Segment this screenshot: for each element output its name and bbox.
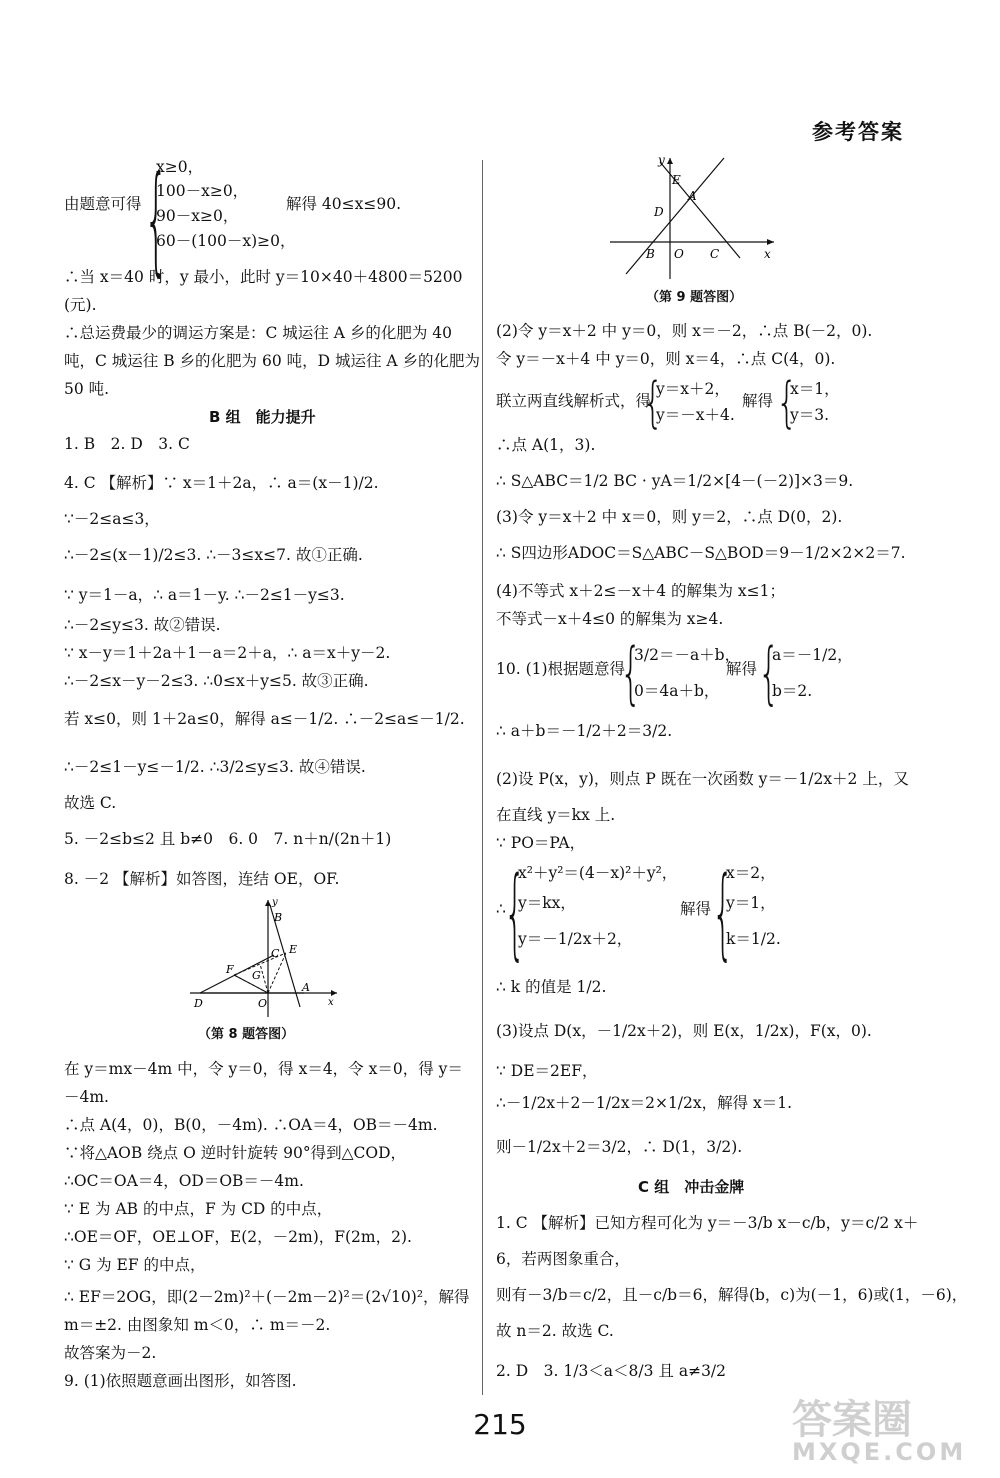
fig9-label-o: O xyxy=(674,247,684,261)
fig8-label-y: y xyxy=(272,897,278,908)
system-row: x＝2， xyxy=(726,864,776,882)
system-row: x²＋y²＝(4－x)²＋y²， xyxy=(518,864,678,882)
text-line: ∴－1/2x＋2－1/2x＝2×1/2x，解得 x＝1. xyxy=(496,1094,793,1112)
system-row: y＝－x＋4. xyxy=(656,406,735,424)
system-row: 60－(100－x)≥0， xyxy=(156,232,296,250)
watermark-text: 答案圈 xyxy=(792,1397,912,1443)
fig9-label-c: C xyxy=(710,247,720,261)
text-line: ∵ G 为 EF 的中点， xyxy=(64,1256,206,1274)
fig8-label-b: B xyxy=(274,911,283,924)
fig9-label-a: A xyxy=(688,189,697,203)
text-line: ∵ DE＝2EF， xyxy=(496,1062,598,1080)
text-line: 在直线 y＝kx 上. xyxy=(496,806,616,824)
text-line: ∴OC＝OA＝4，OD＝OB＝－4m. xyxy=(64,1172,304,1190)
figure-8-caption: （第 8 题答图） xyxy=(198,1027,295,1042)
watermark-logo xyxy=(772,1384,972,1470)
text-line: 解得 xyxy=(680,900,712,918)
text-line: 1. C 【解析】已知方程可化为 y＝－3/b x－c/b，y＝c/2 x＋ xyxy=(496,1214,919,1232)
fig9-label-d: D xyxy=(654,205,664,219)
text-line: 9. (1)依照题意画出图形，如答图. xyxy=(64,1372,297,1390)
fig9-label-e: E xyxy=(672,173,681,187)
text-line: 50 吨. xyxy=(64,380,110,398)
text-line: 6，若两图象重合， xyxy=(496,1250,630,1268)
system-brace: { xyxy=(758,634,780,714)
system-row: b＝2. xyxy=(772,682,813,700)
text-line: ∴点 A(1，3). xyxy=(496,436,596,454)
text-line: ∴总运费最少的调运方案是：C 城运往 A 乡的化肥为 40 xyxy=(64,324,452,342)
text-line: ∴ S△ABC＝1/2 BC · yA＝1/2×[4－(－2)]×3＝9. xyxy=(496,472,854,490)
text-line: ∴ xyxy=(496,900,506,918)
text-line: (4)不等式 x＋2≤－x＋4 的解集为 x≤1； xyxy=(496,582,786,600)
text-line: 4. C 【解析】∵ x＝1＋2a，∴ a＝(x－1)/2. xyxy=(64,474,379,492)
text-line: 8. －2 【解析】如答图，连结 OE，OF. xyxy=(64,870,340,888)
system-brace: { xyxy=(712,856,734,973)
figure-9-caption: （第 9 题答图） xyxy=(646,290,743,305)
text-line: ∵－2≤a≤3， xyxy=(64,510,160,528)
text-line: 在 y＝mx－4m 中，令 y＝0，得 x＝4，令 x＝0，得 y＝ xyxy=(64,1060,463,1078)
text-line: 则－1/2x＋2＝3/2，∴ D(1，3/2). xyxy=(496,1138,743,1156)
text-line: ∴ EF＝2OG，即(2－2m)²＋(－2m－2)²＝(2√10)²，解得 xyxy=(64,1288,470,1306)
text-line: 吨，C 城运往 B 乡的化肥为 60 吨，D 城运往 A 乡的化肥为 xyxy=(64,352,481,370)
text-line: (3)令 y＝x＋2 中 x＝0，则 y＝2，∴点 D(0，2). xyxy=(496,508,843,526)
text-line: 则有－3/b＝c/2，且－c/b＝6，解得(b，c)为(－1，6)或(1，－6)， xyxy=(496,1286,968,1304)
fig8-label-d: D xyxy=(194,997,203,1010)
system-brace: { xyxy=(144,151,169,288)
system-row: 3/2＝－a＋b， xyxy=(634,646,741,664)
text-line: (2)设 P(x，y)，则点 P 既在一次函数 y＝－1/2x＋2 上，又 xyxy=(496,770,909,788)
system-row: y＝－1/2x＋2， xyxy=(518,930,633,948)
text-line: ∵ E 为 AB 的中点，F 为 CD 的中点， xyxy=(64,1200,333,1218)
system-row: 90－x≥0， xyxy=(156,207,239,225)
text-line: ∴OE＝OF，OE⊥OF，E(2，－2m)，F(2m，2). xyxy=(64,1228,412,1246)
system-brace: { xyxy=(620,634,642,714)
column-divider xyxy=(482,160,483,1395)
fig8-label-x: x xyxy=(328,997,334,1008)
system-row: k＝1/2. xyxy=(726,930,781,948)
text-line: ∴当 x＝40 时，y 最小，此时 y＝10×40＋4800＝5200 xyxy=(64,268,463,286)
text-line: －4m. xyxy=(64,1088,109,1106)
section-heading-b: B 组 能力提升 xyxy=(209,408,316,426)
text-line: 解得 xyxy=(742,392,774,410)
fig8-label-c: C xyxy=(271,947,280,960)
text-line: 5. －2≤b≤2 且 b≠0 6. 0 7. n＋n/(2n＋1) xyxy=(64,830,392,848)
system-row: 100－x≥0， xyxy=(156,182,249,200)
system-row: x≥0， xyxy=(156,158,204,176)
fig8-label-f: F xyxy=(226,963,234,976)
text-line: ∴－2≤1－y≤－1/2. ∴3/2≤y≤3. 故④错误. xyxy=(64,758,366,776)
fig8-label-g: G xyxy=(252,969,261,982)
text-line: 故答案为－2. xyxy=(64,1344,157,1362)
fig9-label-y: y xyxy=(658,154,665,167)
figure-9-diagram xyxy=(604,154,784,286)
watermark-url: MXQE.COM xyxy=(792,1438,967,1466)
system-row: a＝－1/2， xyxy=(772,646,853,664)
system-row: y＝3. xyxy=(790,406,830,424)
text-line: ∵ PO＝PA， xyxy=(496,834,586,852)
text-line: ∴－2≤y≤3. 故②错误. xyxy=(64,616,221,634)
text-line: 1. B 2. D 3. C xyxy=(64,435,190,453)
text-line: ∵ x－y＝1＋2a＋1－a＝2＋a，∴ a＝x＋y－2. xyxy=(64,644,391,662)
text-line: 联立两直线解析式，得 xyxy=(496,392,652,410)
text-line: ∴点 A(4，0)，B(0，－4m). ∴OA＝4，OB＝－4m. xyxy=(64,1116,438,1134)
system-brace: { xyxy=(504,856,526,973)
system-row: y＝kx， xyxy=(518,894,576,912)
figure-8-diagram xyxy=(182,895,342,1023)
text-line: (元). xyxy=(64,296,97,314)
text-line: m＝±2. 由图象知 m＜0，∴ m＝－2. xyxy=(64,1316,331,1334)
text-line: 解得 xyxy=(726,660,758,678)
fig8-label-o: O xyxy=(258,997,268,1010)
text-line: ∵ y＝1－a，∴ a＝1－y. ∴－2≤1－y≤3. xyxy=(64,586,345,604)
page-header-title: 参考答案 xyxy=(812,120,904,144)
fig9-label-x: x xyxy=(764,247,771,261)
text-line: ∴ a＋b＝－1/2＋2＝3/2. xyxy=(496,722,673,740)
page-number: 215 xyxy=(473,1408,527,1441)
section-heading-c: C 组 冲击金牌 xyxy=(638,1178,745,1196)
text-line: 不等式－x＋4≤0 的解集为 x≥4. xyxy=(496,610,724,628)
text-line: 故 n＝2. 故选 C. xyxy=(496,1322,614,1340)
fig8-label-e: E xyxy=(289,943,298,956)
system-row: x＝1， xyxy=(790,380,840,398)
text-line: ∴ k 的值是 1/2. xyxy=(496,978,607,996)
equation-system-prefix: 由题意可得 xyxy=(64,195,142,213)
text-line: 2. D 3. 1/3＜a＜8/3 且 a≠3/2 xyxy=(496,1362,727,1380)
text-line: ∵将△AOB 绕点 O 逆时针旋转 90°得到△COD， xyxy=(64,1144,407,1162)
fig9-label-b: B xyxy=(646,247,655,261)
text-line: (2)令 y＝x＋2 中 y＝0，则 x＝－2，∴点 B(－2，0). xyxy=(496,322,873,340)
system-result: 解得 40≤x≤90. xyxy=(286,195,402,213)
text-line: 若 x≤0，则 1＋2a≤0，解得 a≤－1/2. ∴－2≤a≤－1/2. xyxy=(64,710,465,728)
fig8-label-a: A xyxy=(302,981,310,994)
text-line: ∴ S四边形ADOC＝S△ABC－S△BOD＝9－1/2×2×2＝7. xyxy=(496,544,906,562)
text-line: 10. (1)根据题意得 xyxy=(496,660,626,678)
text-line: ∴－2≤(x－1)/2≤3. ∴－3≤x≤7. 故①正确. xyxy=(64,546,363,564)
text-line: 故选 C. xyxy=(64,794,117,812)
text-line: ∴－2≤x－y－2≤3. ∴0≤x＋y≤5. 故③正确. xyxy=(64,672,369,690)
text-line: 令 y＝－x＋4 中 y＝0，则 x＝4，∴点 C(4，0). xyxy=(496,350,836,368)
text-line: (3)设点 D(x，－1/2x＋2)，则 E(x，1/2x)，F(x，0). xyxy=(496,1022,872,1040)
system-brace: { xyxy=(776,371,798,436)
system-row: 0＝4a＋b， xyxy=(634,682,720,700)
system-row: y＝x＋2， xyxy=(656,380,730,398)
system-row: y＝1， xyxy=(726,894,776,912)
system-brace: { xyxy=(642,371,664,436)
